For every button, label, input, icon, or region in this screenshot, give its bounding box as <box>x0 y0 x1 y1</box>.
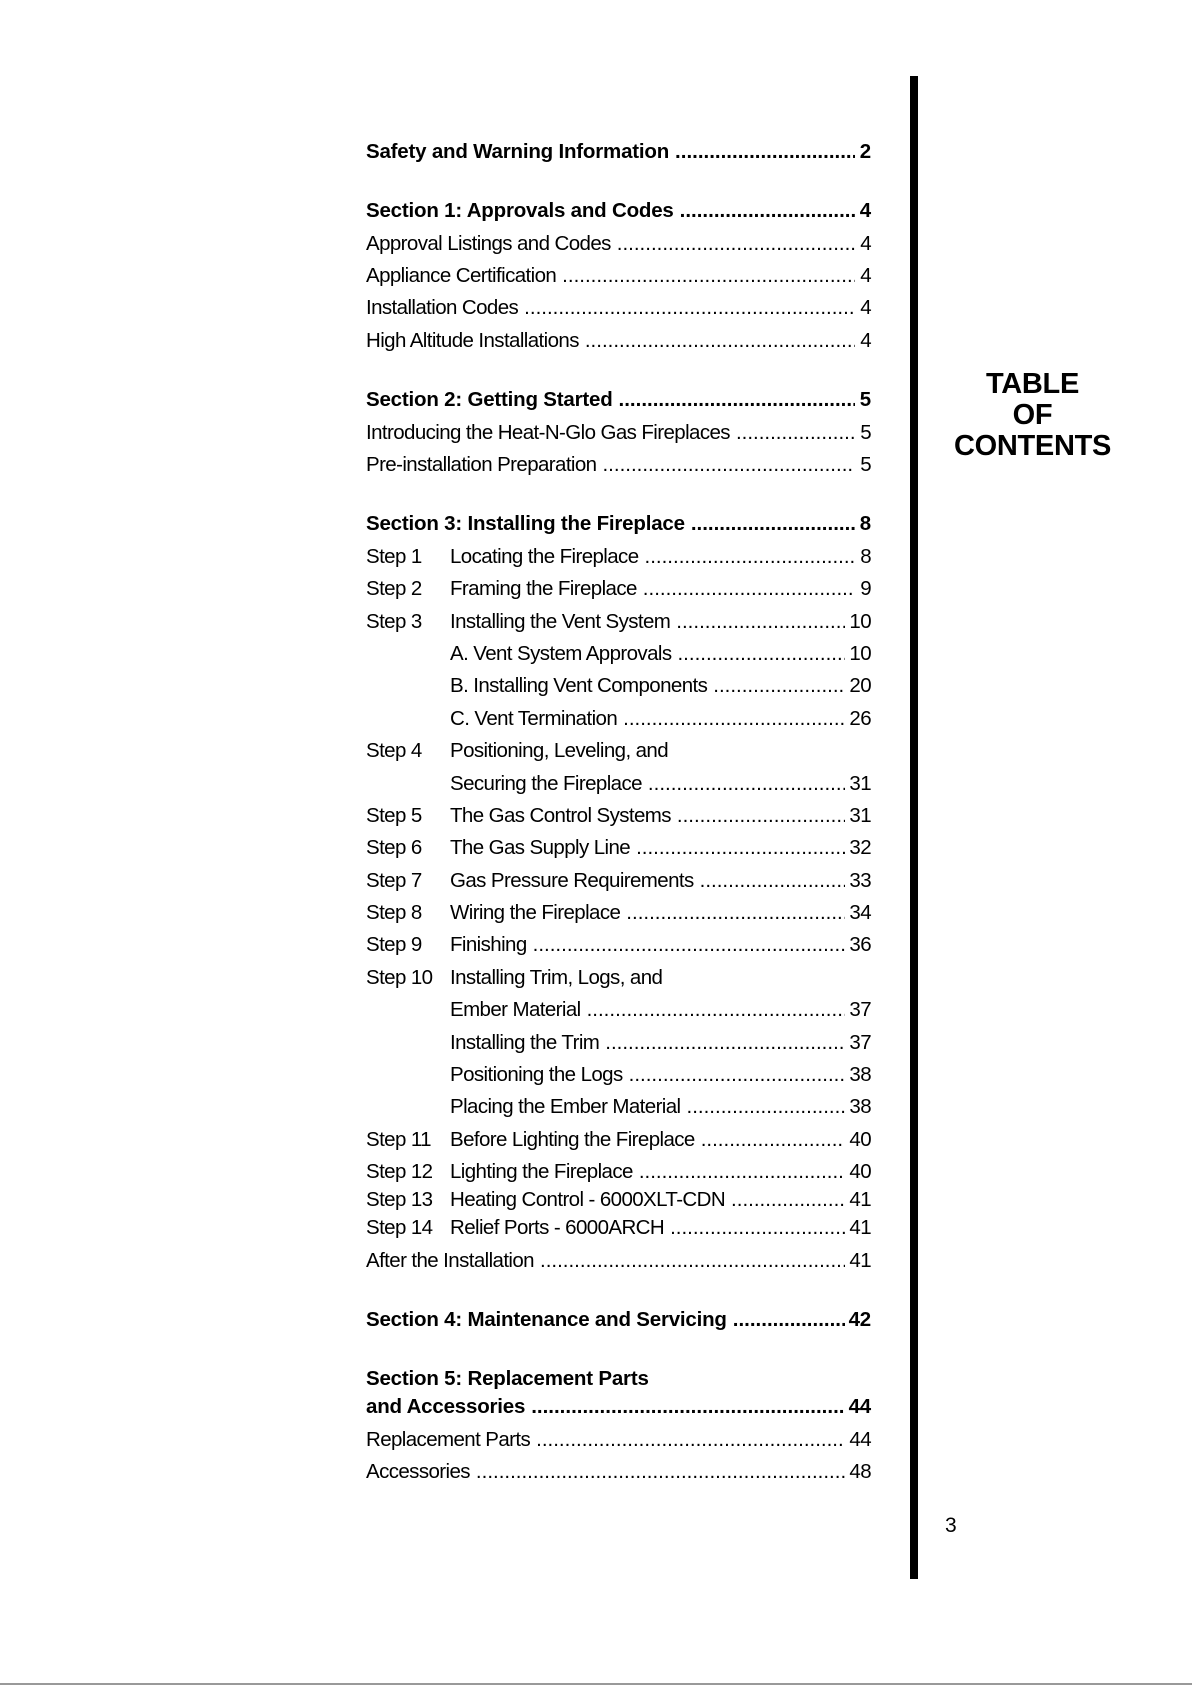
entry-title: Approval Listings and Codes <box>366 231 611 255</box>
toc-entry[interactable] <box>366 1422 871 1454</box>
page-ref: 33 <box>849 868 871 892</box>
toc-entry[interactable] <box>366 604 871 636</box>
toc-entry[interactable] <box>366 766 871 798</box>
page-ref: 41 <box>849 1188 871 1212</box>
toc-entry[interactable] <box>366 415 871 447</box>
dot-leader <box>602 455 855 476</box>
toc-entry[interactable] <box>366 636 871 668</box>
entry-title: Positioning, Leveling, and <box>450 739 669 763</box>
dot-leader <box>680 201 855 222</box>
entry-title: Placing the Ember Material <box>450 1095 681 1119</box>
toc-entry[interactable] <box>366 1057 871 1089</box>
toc-entry[interactable] <box>366 863 871 895</box>
section-gap <box>366 1275 871 1302</box>
toc-entry[interactable] <box>366 571 871 603</box>
dot-leader <box>700 871 846 892</box>
section-gap <box>366 480 871 507</box>
page-ref: 37 <box>849 998 871 1022</box>
entry-title: Securing the Fireplace <box>450 771 642 795</box>
toc-entry[interactable] <box>366 701 871 733</box>
page-ref: 38 <box>849 1063 871 1087</box>
toc-entry[interactable] <box>366 830 871 862</box>
step-number: Step 5 <box>366 803 422 827</box>
entry-title: Pre-installation Preparation <box>366 453 597 477</box>
dot-leader <box>619 390 855 411</box>
dot-leader <box>540 1251 845 1272</box>
toc-entry[interactable] <box>366 992 871 1024</box>
step-number: Step 10 <box>366 965 433 989</box>
heading-line: OF <box>1012 399 1053 431</box>
dot-leader <box>626 903 845 924</box>
entry-title: Framing the Fireplace <box>450 577 637 601</box>
page-ref: 10 <box>849 641 871 665</box>
dot-leader <box>736 423 855 444</box>
step-number: Step 9 <box>366 933 422 957</box>
entry-title: After the Installation <box>366 1248 534 1272</box>
dot-leader <box>670 1218 845 1239</box>
toc-entry[interactable] <box>366 1454 871 1486</box>
page-ref: 8 <box>859 512 871 536</box>
dot-leader <box>639 1162 846 1183</box>
dot-leader <box>676 612 845 633</box>
entry-title: Installing the Trim <box>450 1030 600 1054</box>
dot-leader <box>701 1130 846 1151</box>
dot-leader <box>691 514 855 535</box>
dot-leader <box>675 142 855 163</box>
dot-leader <box>677 644 845 665</box>
page-ref: 5 <box>860 453 871 477</box>
page-ref: 4 <box>859 199 871 223</box>
entry-title: Section 3: Installing the Fireplace <box>366 512 685 536</box>
page-ref: 4 <box>860 328 871 352</box>
entry-title: A. Vent System Approvals <box>450 641 672 665</box>
page-ref: 4 <box>860 231 871 255</box>
dot-leader <box>476 1462 845 1483</box>
entry-title: Heating Control - 6000XLT-CDN <box>450 1188 726 1212</box>
page-ref: 41 <box>849 1216 871 1240</box>
entry-title: Relief Ports - 6000ARCH <box>450 1216 665 1240</box>
toc-section-entry[interactable] <box>366 1302 871 1334</box>
entry-title: The Gas Control Systems <box>450 803 671 827</box>
page-ref: 20 <box>849 674 871 698</box>
dot-leader <box>605 1033 845 1054</box>
dot-leader <box>562 266 855 287</box>
page-ref: 5 <box>859 388 871 412</box>
toc-entry[interactable] <box>366 960 871 992</box>
entry-title: Installation Codes <box>366 296 519 320</box>
toc-entry[interactable] <box>366 1187 871 1215</box>
toc-entry[interactable] <box>366 323 871 355</box>
page-ref: 42 <box>848 1308 871 1331</box>
entry-title: Installing the Vent System <box>450 609 671 633</box>
entry-title: Section 5: Replacement Parts <box>366 1367 649 1391</box>
dot-leader <box>687 1097 846 1118</box>
entry-title: Lighting the Fireplace <box>450 1160 633 1184</box>
step-number: Step 12 <box>366 1160 433 1184</box>
toc-entry[interactable] <box>366 1090 871 1122</box>
dot-leader <box>587 1000 846 1021</box>
step-number: Step 11 <box>366 1127 431 1151</box>
entry-title: Gas Pressure Requirements <box>450 868 694 892</box>
entry-title: Section 4: Maintenance and Servicing <box>366 1308 727 1331</box>
entry-title: Locating the Fireplace <box>450 544 639 568</box>
dot-leader <box>645 547 855 568</box>
entry-title: Positioning the Logs <box>450 1063 623 1087</box>
entry-title: High Altitude Installations <box>366 328 579 352</box>
heading-line: CONTENTS <box>953 430 1112 462</box>
page-number: 3 <box>945 1514 957 1537</box>
dot-leader <box>636 838 845 859</box>
toc-section-entry[interactable] <box>366 1362 871 1394</box>
page-ref: 31 <box>849 771 871 795</box>
dot-leader <box>677 806 846 827</box>
dot-leader <box>623 709 845 730</box>
heading-line: TABLE <box>985 368 1079 400</box>
table-of-contents <box>366 134 871 1487</box>
step-number: Step 4 <box>366 739 422 763</box>
dot-leader <box>731 1190 845 1211</box>
entry-title: B. Installing Vent Components <box>450 674 708 698</box>
step-number: Step 7 <box>366 868 422 892</box>
step-number: Step 13 <box>366 1188 433 1212</box>
page-ref: 44 <box>849 1427 871 1451</box>
page-heading <box>930 369 1135 462</box>
entry-title: Section 1: Approvals and Codes <box>366 199 674 223</box>
dot-leader <box>536 1430 845 1451</box>
toc-entry[interactable] <box>366 1215 871 1243</box>
toc-entry[interactable] <box>366 1243 871 1275</box>
toc-entry[interactable] <box>366 928 871 960</box>
page-ref: 37 <box>849 1030 871 1054</box>
entry-title: Installing Trim, Logs, and <box>450 965 663 989</box>
toc-entry[interactable] <box>366 258 871 290</box>
section-gap <box>366 355 871 382</box>
page-ref: 4 <box>860 264 871 288</box>
toc-section-entry[interactable] <box>366 507 871 539</box>
step-number: Step 1 <box>366 544 422 568</box>
dot-leader <box>643 579 855 600</box>
dot-leader <box>629 1065 846 1086</box>
section-gap <box>366 1335 871 1362</box>
vertical-rule <box>910 76 918 1579</box>
dot-leader <box>713 676 845 697</box>
toc-entry[interactable] <box>366 1122 871 1154</box>
entry-title: Replacement Parts <box>366 1427 531 1451</box>
toc-entry[interactable] <box>366 668 871 700</box>
page-ref: 26 <box>849 706 871 730</box>
entry-title: Finishing <box>450 933 527 957</box>
toc-entry[interactable] <box>366 733 871 765</box>
toc-entry[interactable] <box>366 447 871 479</box>
entry-title: Section 2: Getting Started <box>366 388 613 412</box>
toc-section-entry[interactable] <box>366 382 871 414</box>
entry-title: The Gas Supply Line <box>450 836 631 860</box>
page-ref: 5 <box>860 420 871 444</box>
toc-section-entry[interactable] <box>366 1394 871 1422</box>
dot-leader <box>733 1310 845 1331</box>
entry-title: Wiring the Fireplace <box>450 901 621 925</box>
entry-title: Before Lighting the Fireplace <box>450 1127 695 1151</box>
toc-entry[interactable] <box>366 798 871 830</box>
toc-entry[interactable] <box>366 1025 871 1057</box>
toc-entry[interactable] <box>366 895 871 927</box>
entry-title: Safety and Warning Information <box>366 139 670 163</box>
entry-title: C. Vent Termination <box>450 706 618 730</box>
step-number: Step 6 <box>366 836 422 860</box>
page-ref: 36 <box>849 933 871 957</box>
dot-leader <box>531 1397 844 1418</box>
section-gap <box>366 166 871 193</box>
page-ref: 44 <box>848 1395 871 1419</box>
page-ref: 41 <box>849 1248 871 1272</box>
dot-leader <box>585 331 855 352</box>
entry-title: and Accessories <box>366 1395 526 1419</box>
page-ref: 48 <box>849 1460 871 1484</box>
page-ref: 4 <box>860 296 871 320</box>
step-number: Step 8 <box>366 901 422 925</box>
step-number: Step 2 <box>366 577 422 601</box>
toc-entry[interactable] <box>366 226 871 258</box>
toc-entry[interactable] <box>366 291 871 323</box>
page-ref: 34 <box>849 901 871 925</box>
toc-entry[interactable] <box>366 539 871 571</box>
step-number: Step 3 <box>366 609 422 633</box>
dot-leader <box>617 234 855 255</box>
entry-title: Ember Material <box>450 998 581 1022</box>
dot-leader <box>524 298 855 319</box>
toc-section-entry[interactable] <box>366 134 871 166</box>
entry-title: Introducing the Heat-N-Glo Gas Fireplaces <box>366 420 730 444</box>
page-ref: 31 <box>849 803 871 827</box>
page-ref: 40 <box>849 1160 871 1184</box>
page-ref: 8 <box>860 544 871 568</box>
entry-title: Accessories <box>366 1460 470 1484</box>
page-ref: 9 <box>860 577 871 601</box>
page-ref: 10 <box>849 609 871 633</box>
page-ref: 32 <box>849 836 871 860</box>
dot-leader <box>648 774 845 795</box>
dot-leader <box>533 935 846 956</box>
step-number: Step 14 <box>366 1216 433 1240</box>
page-ref: 38 <box>849 1095 871 1119</box>
toc-entry[interactable] <box>366 1154 871 1186</box>
page-ref: 40 <box>849 1127 871 1151</box>
toc-section-entry[interactable] <box>366 193 871 225</box>
entry-title: Appliance Certification <box>366 264 557 288</box>
page-ref: 2 <box>859 139 871 163</box>
